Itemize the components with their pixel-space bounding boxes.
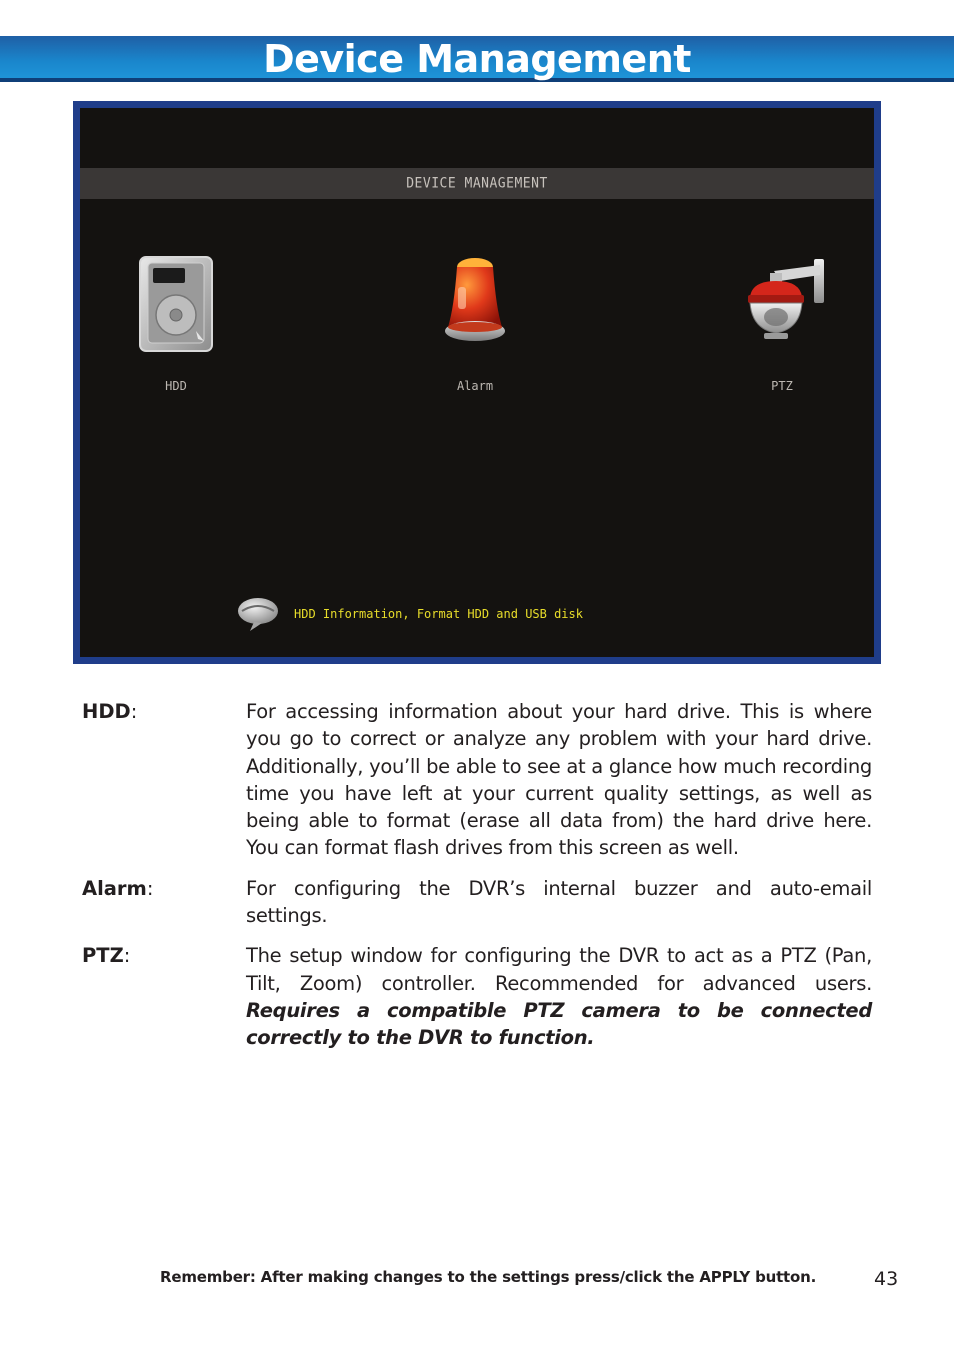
alarm-label: Alarm: [456, 379, 494, 393]
term-hdd: HDD: [82, 700, 131, 723]
definition-ptz: PTZ: The setup window for configuring the DVR to act as a PTZ (Pan, Tilt, Zoom) controller. Recommended for advanced users. Requires a compatible PTZ camera to be connected correctly to the DVR to function.: [82, 944, 872, 1050]
dvr-screenshot-frame: [73, 101, 881, 664]
status-hint: [236, 596, 583, 632]
hdd-label: HDD: [165, 379, 187, 393]
ptz-camera-icon: [734, 253, 830, 353]
definition-alarm: Alarm: For configuring the DVR’s internal buzzer and auto-email settings.: [82, 876, 872, 928]
device-alarm[interactable]: [420, 253, 530, 393]
page-number: 43: [874, 1268, 899, 1290]
device-ptz[interactable]: [727, 253, 837, 393]
alarm-icon: [440, 253, 510, 353]
screen-header-title: DEVICE MANAGEMENT: [406, 175, 548, 192]
desc-alarm: For configuring the DVR’s internal buzzer and auto-email settings.: [246, 876, 872, 928]
dvr-screen: [80, 108, 874, 657]
speech-bubble-icon: [236, 596, 280, 632]
page-title: Device Management: [263, 37, 691, 81]
definition-hdd: HDD: For accessing information about your hard drive. This is where you go to correct or analyze any problem with your hard drive. Additionally, you’ll be able to see at a glance how much recording time you have left at your current quality settings, as well as being able to format (erase all data from) the hard drive here. You can format flash drives from this screen as well.: [82, 700, 872, 860]
term-alarm: Alarm: [82, 876, 147, 900]
footer-note: Remember: After making changes to the settings press/click the APPLY button.: [160, 1268, 817, 1286]
hint-text: HDD Information, Format HDD and USB disk: [294, 607, 583, 621]
screen-header: [80, 168, 874, 199]
desc-ptz-emphasis: Requires a compatible PTZ camera to be connected correctly to the DVR to function.: [246, 998, 872, 1050]
hdd-icon: [136, 253, 216, 353]
definition-list: [82, 698, 872, 1065]
title-bar: [0, 36, 954, 82]
device-hdd[interactable]: [121, 253, 231, 393]
ptz-label: PTZ: [771, 379, 793, 393]
desc-hdd: For accessing information about your hard drive. This is where you go to correct or analyze any problem with your hard drive. Additionally, you’ll be able to see at a glance how much recording time you have left at your current quality settings, as well as being able to format (erase all data from) the hard drive here. You can format flash drives from this screen as well.: [246, 700, 872, 860]
term-ptz: PTZ: [82, 944, 124, 968]
desc-ptz: The setup window for configuring the DVR to act as a PTZ (Pan, Tilt, Zoom) controller. Recommended for advanced users.: [246, 944, 872, 995]
